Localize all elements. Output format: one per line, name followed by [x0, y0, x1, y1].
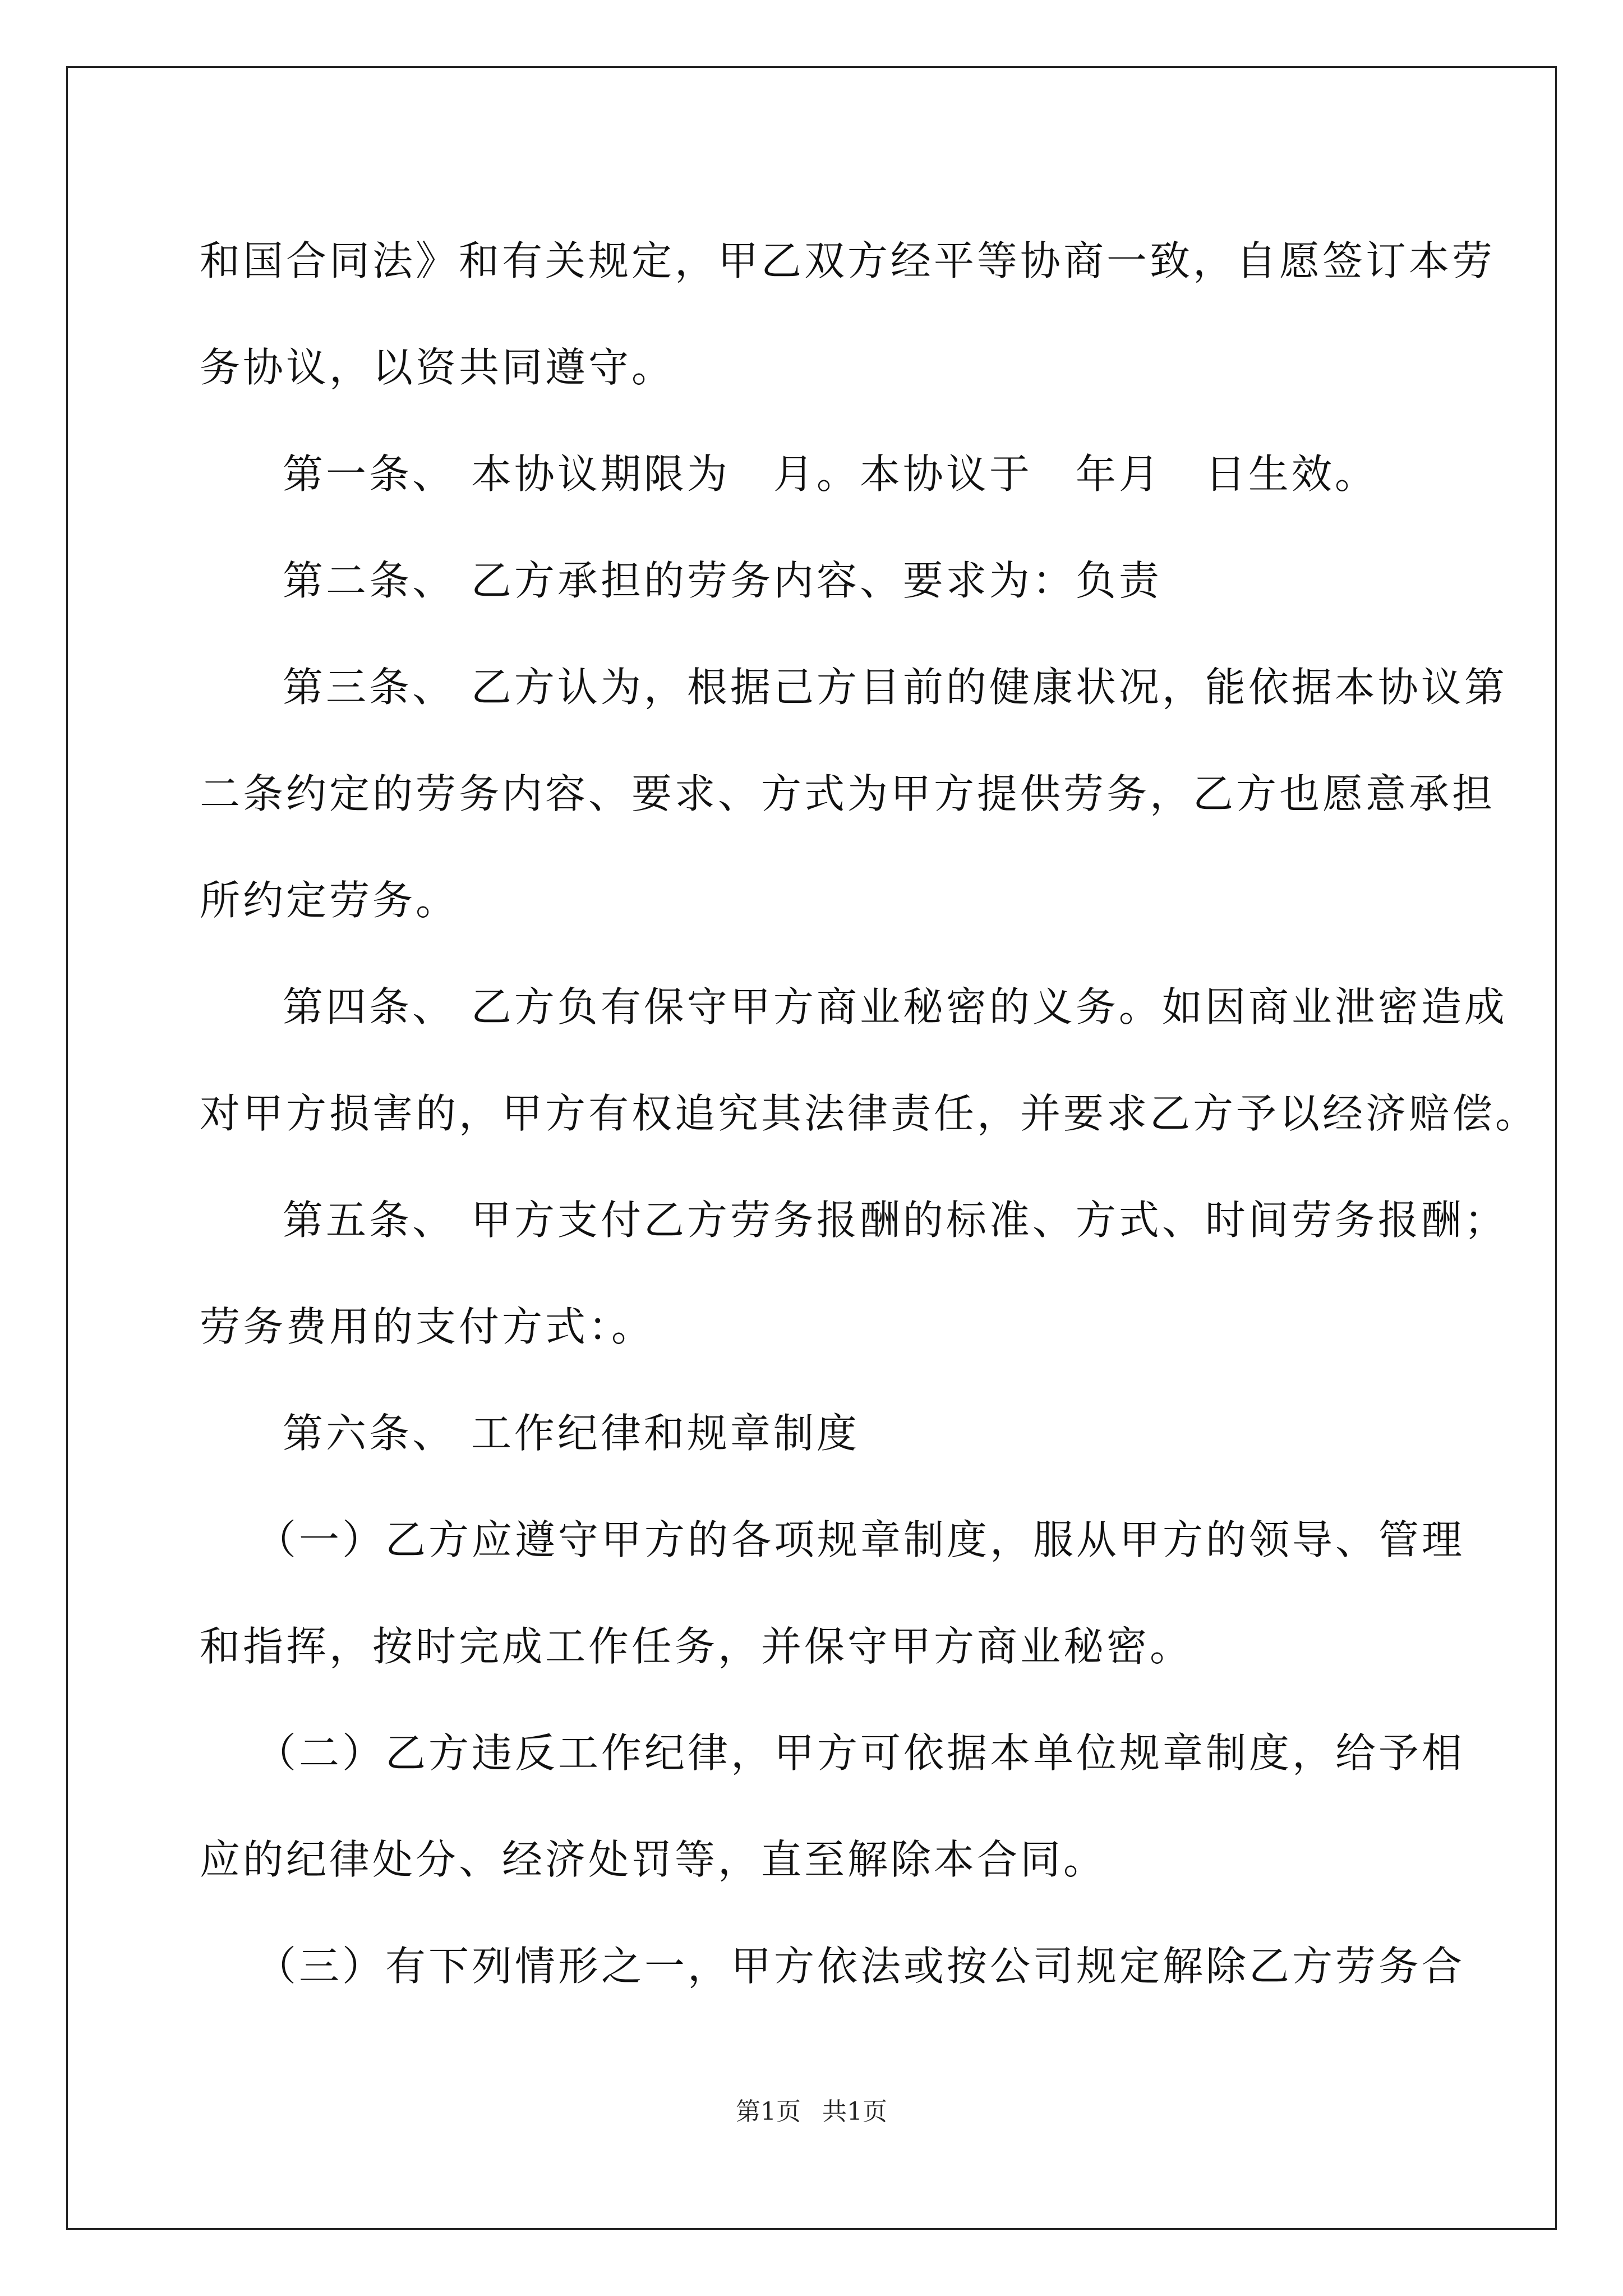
clause-4: 第四条、 乙方负有保守甲方商业秘密的义务。如因商业泄密造成 [283, 983, 1507, 1030]
text-line: 二条约定的劳务内容、要求、方式为甲方提供劳务，乙方也愿意承担 [200, 770, 1496, 817]
document-body [200, 208, 1539, 2019]
page-footer [0, 2095, 1623, 2129]
page-number: 第1页 [736, 2097, 801, 2126]
text-line: 和指挥，按时完成工作任务，并保守甲方商业秘密。 [200, 1623, 1193, 1670]
page-total: 共1页 [822, 2097, 887, 2126]
sub-item-2: （二）乙方违反工作纪律，甲方可依据本单位规章制度，给予相 [256, 1729, 1465, 1777]
clause-3: 第三条、 乙方认为，根据己方目前的健康状况，能依据本协议第 [283, 664, 1507, 711]
sub-item-3: （三）有下列情形之一，甲方依法或按公司规定解除乙方劳务合 [256, 1943, 1465, 1990]
clause-5: 第五条、 甲方支付乙方劳务报酬的标准、方式、时间劳务报酬； [283, 1197, 1507, 1244]
text-line: 劳务费用的支付方式：。 [200, 1303, 655, 1350]
text-line: 务协议，以资共同遵守。 [200, 344, 675, 391]
text-line: 应的纪律处分、经济处罚等，直至解除本合同。 [200, 1836, 1107, 1883]
clause-1: 第一条、 本协议期限为 月。本协议于 年月 日生效。 [283, 450, 1378, 498]
text-line: 对甲方损害的，甲方有权追究其法律责任，并要求乙方予以经济赔偿。 [200, 1090, 1539, 1137]
text-line: 和国合同法》和有关规定，甲乙双方经平等协商一致，自愿签订本劳 [200, 237, 1496, 284]
clause-2: 第二条、 乙方承担的劳务内容、要求为：负责 [283, 557, 1162, 604]
sub-item-1: （一）乙方应遵守甲方的各项规章制度，服从甲方的领导、管理 [256, 1516, 1465, 1563]
clause-6: 第六条、 工作纪律和规章制度 [283, 1410, 860, 1457]
text-line: 所约定劳务。 [200, 877, 459, 924]
